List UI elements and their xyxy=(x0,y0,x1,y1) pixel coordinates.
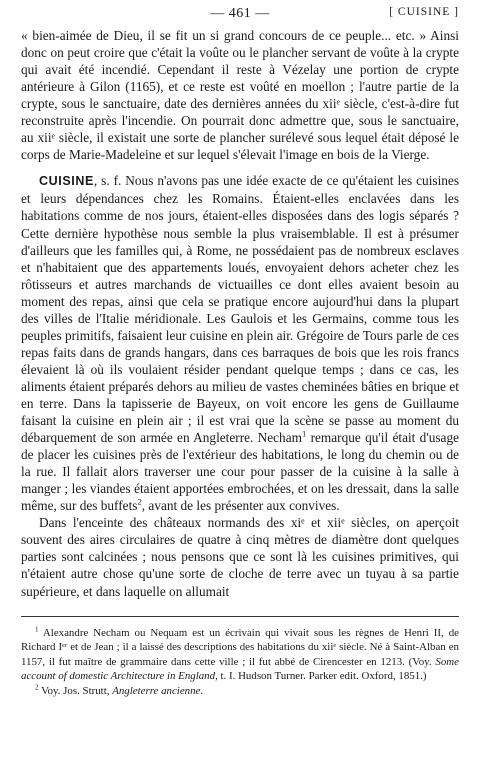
footnote-1 xyxy=(21,626,459,684)
footnote-divider xyxy=(21,616,459,617)
footnote-2 xyxy=(21,684,459,699)
entry-term: CUISINE xyxy=(39,174,94,189)
footnote-2-text: Voy. Jos. Strutt, xyxy=(38,684,113,697)
footnote-1-number: 1 xyxy=(35,624,39,633)
footnote-2-title: Angleterre ancienne xyxy=(112,684,201,697)
footnote-ref-1[interactable]: 1 xyxy=(301,428,307,439)
footnote-1-title: Some account of domestic Architecture in England xyxy=(21,655,459,683)
footnote-2-number: 2 xyxy=(35,683,39,692)
entry-text-end: , avant de les présenter aux convives. xyxy=(141,498,340,514)
footnote-1-citation: , t. I. Hudson Turner. Parker edit. Oxford, 1851.) xyxy=(215,670,427,683)
running-head: [ CUISINE ] xyxy=(389,6,459,18)
entry-text-mid: remarque qu'il était d'usage de placer les cuisines près de l'extérieur des habitations, le long du chemin ou de la rue. Il fallait alors traverser une cour pour passer de la cuisine à la salle à manger ; les viandes étaient apportées embrochées, et on les dressait, dans la salle même, sur des buffets xyxy=(21,430,459,514)
footnote-2-end: . xyxy=(200,684,204,697)
footnotes xyxy=(21,626,459,699)
entry-text: , s. f. Nous n'avons pas une idée exacte de ce qu'étaient les cuisines et leurs dépendances chez les Romains. Étaient-elles enclavées dans les habitations comme de nos jours, étaient-elles disposées dans des logis séparés ? Cette dernière hypothèse nous semble la plus vraisemblable. Il est à présumer d'ailleurs que les familles qui, à Rome, ne possédaient pas de nombreux esclaves et n'habitaient que des appartements loués, envoyaient dehors acheter chez les rôtisseurs et autres marchands de victuailles ce dont elles avaient besoin au moment des repas, ainsi que cela se pratique encore aujourd'hui dans la plupart des villes de l'Italie méridionale. Les Gaulois et les Germains, comme tous les peuples primitifs, faisaient leur cuisine en plein air. Grégoire de Tours parle de ces repas faits dans de grands hangars, dans ces barraques de bois que les rois francs élevaient là où ils voulaient résider pendant quelque temps ; dans ce cas, les aliments étaient préparés dehors au milieu de vastes cheminées bâties en brique et en terre. Dans la tapisserie de Bayeux, on voit encore les gens de Guillaume faisant la cuisine en plein air ; il est vrai que la scène se passe au moment du débarquement de son armée en Angleterre. Necham xyxy=(21,173,459,446)
paragraph-continuation: « bien-aimée de Dieu, il se fit un si grand concours de ce peuple... etc. » Ainsi donc on peut croire que c'était la voûte ou le plancher servant de voûte à la crypte qui avait été incendié. Cependant il reste à Vézelay une portion de crypte antérieure à Gilon (1165), et ce reste est voûté en moellon ; l'autre partie de la crypte, sous le sanctuaire, date des dernières années du xiiᵉ siècle, c'est-à-dire fut reconstruite après l'incendie. On pourrait donc admettre que, sous le sanctuaire, au xiiᵉ siècle, il existait une sorte de plancher surélevé sous lequel était déposé le corps de Marie-Madeleine et sur lequel s'élevait l'image en bois de la Vierge. xyxy=(21,28,459,163)
footnote-ref-2[interactable]: 2 xyxy=(137,496,142,507)
paragraph-cuisine-entry xyxy=(21,172,459,514)
paragraph-chateaux: Dans l'enceinte des châteaux normands des xiᵉ et xiiᵉ siècles, on aperçoit souvent des aires circulaires de quatre à cinq mètres de diamètre dont quelques parties sont calcinées ; nous pensons que ce sont là les cuisines primitives, qui n'étaient autre chose qu'une sorte de cloche de terre avec un tuyau à sa partie supérieure, et dans laquelle on allumait xyxy=(21,515,459,599)
main-text xyxy=(21,27,459,600)
page-number: — 461 — xyxy=(210,6,270,21)
footnote-1-text: Alexandre Necham ou Nequam est un écrivain qui vivait sous les règnes de Henri II, de Richard Iᵉʳ et de Jean ; il a laissé des descriptions des habitations du xiiᵉ siècle. Né à Saint-Alban en 1157, il fut maître de grammaire dans cette ville ; il fut abbé de Cirencester en 1213. (Voy. xyxy=(21,626,459,668)
page-header xyxy=(21,5,459,25)
